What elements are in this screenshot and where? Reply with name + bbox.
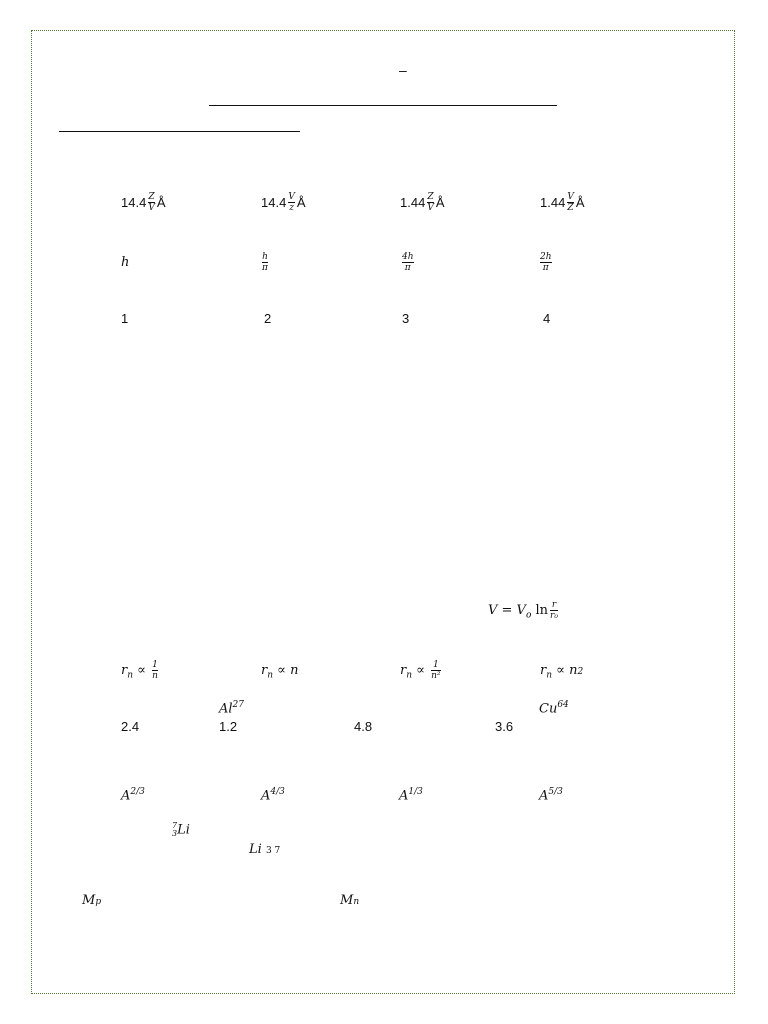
q2-option-a: h [121,255,130,270]
proton-mass-symbol: Mp [82,893,102,908]
q5-option-b: 1.2 [219,719,238,734]
q3-option-b: 2 [264,311,272,326]
q7-lithium-nuclide: 7 3 Li [172,821,190,838]
q7-lithium-label: Li 3 7 [249,842,281,857]
q4-option-d: $r_n \propto n2$ [540,663,584,681]
q3-option-d: 4 [543,311,551,326]
q5-copper-nuclide: Cu$^{64}$ [539,700,569,717]
q1-option-d: 1.44 $\frac{V}{Z}$ Å [540,192,585,213]
page-border [31,30,735,994]
q3-option-a: 1 [121,311,129,326]
subtitle-underline [59,131,300,132]
q6-option-a: $A^{2/3}$ [121,787,145,804]
q3-option-c: 3 [402,311,410,326]
q4-option-b: $r_n \propto n$ [261,663,299,681]
header-dash: – [399,62,407,78]
title-underline [209,105,557,106]
neutron-mass-symbol: Mn [340,893,360,908]
q1-option-a: 14.4 $\frac{Z}{V}$ Å [121,192,166,213]
q1-option-c: 1.44 $\frac{Z}{V}$ Å [400,192,445,213]
q5-aluminium-nuclide: Al$^{27}$ [219,700,244,717]
q6-option-b: $A^{4/3}$ [261,787,285,804]
q4-option-a: $r_n$ ∝ $\frac{1}{n}$ [121,660,158,681]
q2-option-b: $\frac{h}{\pi}$ [262,252,268,273]
q5-option-a: 2.4 [121,719,140,734]
q6-option-d: $A^{5/3}$ [539,787,563,804]
q4-option-c: $r_n$ ∝ $\frac{1}{\text{n²}}$ [400,660,441,681]
q1-option-b: 14.4 $\frac{V}{z}$ Å [261,192,306,213]
q2-option-c: $\frac{4h}{\pi}$ [402,252,414,273]
q5-option-c: 4.8 [354,719,373,734]
potential-equation: $V = V_o$ ln $\frac{r}{\text{r₀}}$ [488,600,558,621]
q6-option-c: $A^{1/3}$ [399,787,423,804]
q2-option-d: $\frac{2h}{\pi}$ [540,252,552,273]
q5-option-d: 3.6 [495,719,514,734]
